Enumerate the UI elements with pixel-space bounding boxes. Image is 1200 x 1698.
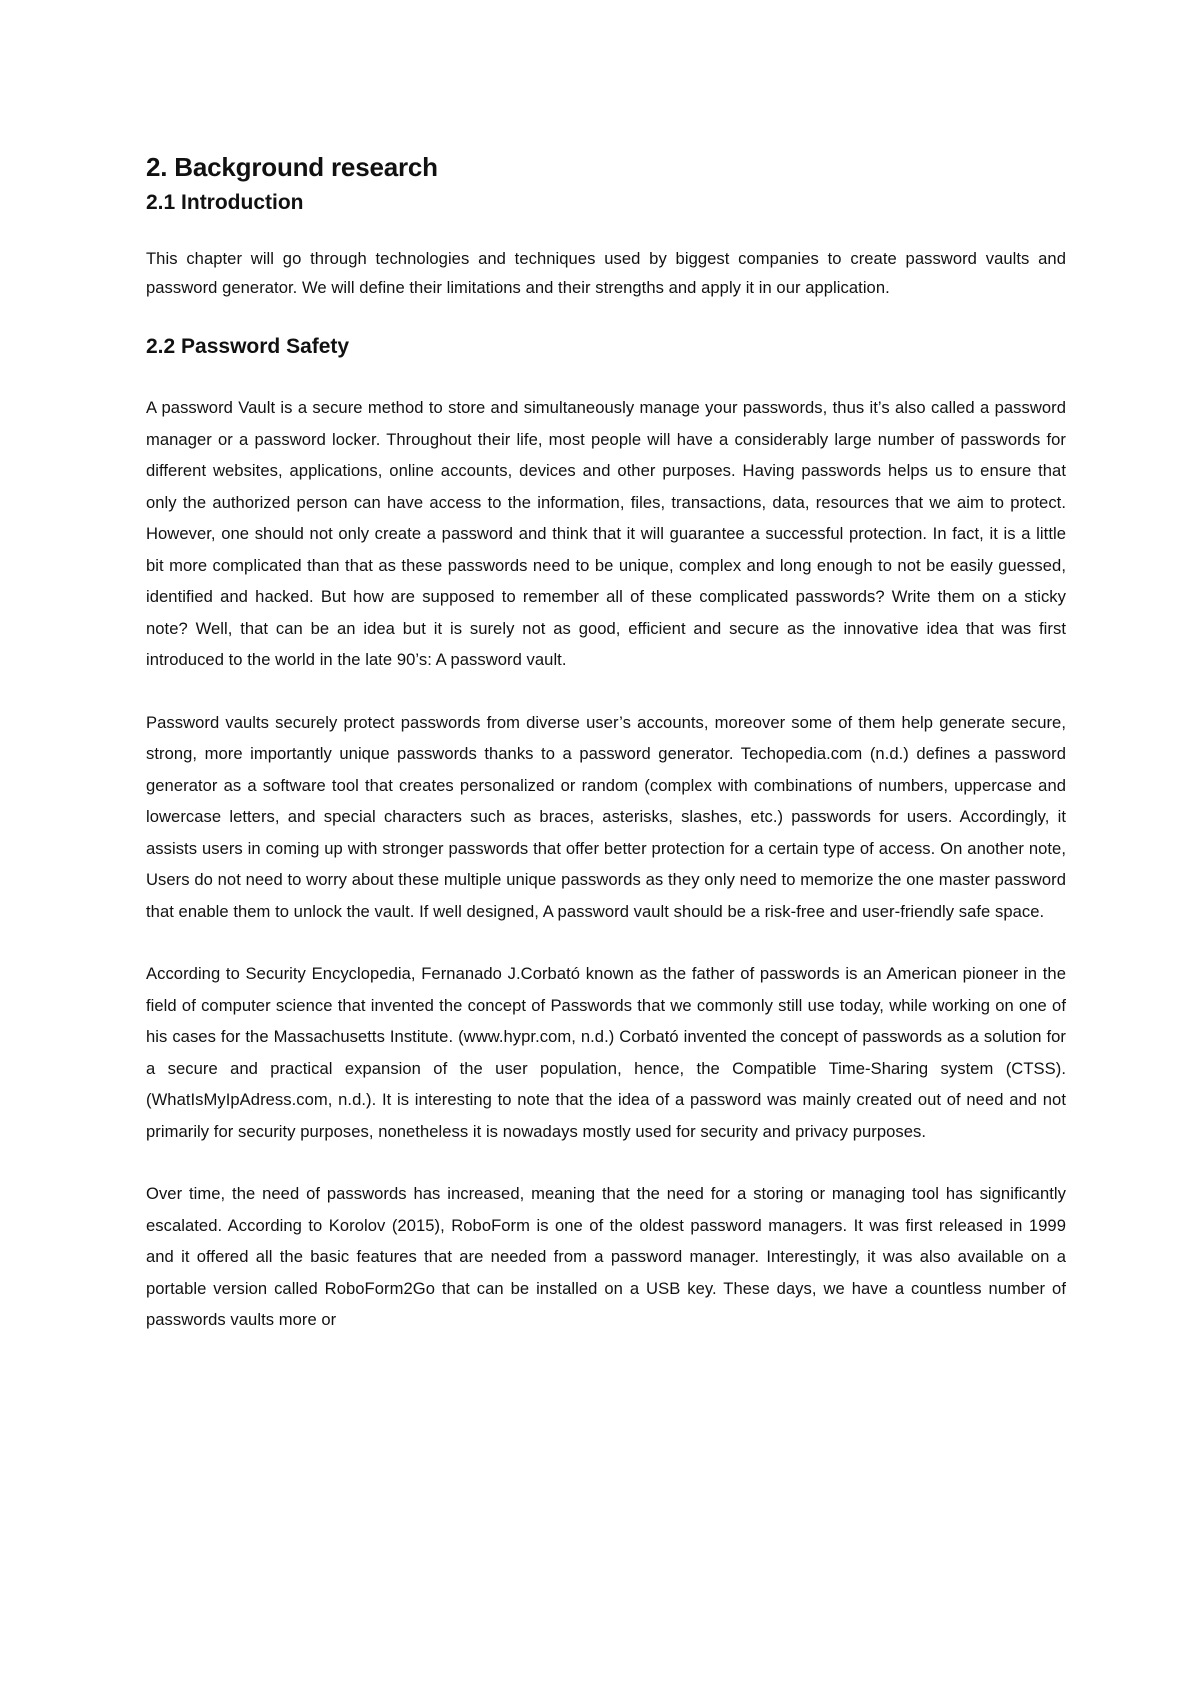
password-safety-paragraph-4: Over time, the need of passwords has increased, meaning that the need for a storing or managing tool has significantly escalated. According to Korolov (2015), RoboForm is one of the oldest password managers. It was first released in 1999 and it offered all the basic features that are needed from a password manager. Interestingly, it was also available on a portable version called RoboForm2Go that can be installed on a USB key. These days, we have a countless number of passwords vaults more or (146, 1184, 1066, 1329)
page-content (146, 150, 1066, 1336)
password-safety-paragraph-2: Password vaults securely protect passwords from diverse user’s accounts, moreover some of them help generate secure, strong, more importantly unique passwords thanks to a password generator. Techopedia.com (n.d.) defines a password generator as a software tool that creates personalized or random (complex with combinations of numbers, uppercase and lowercase letters, and special characters such as braces, asterisks, slashes, etc.) passwords for users. Accordingly, it assists users in coming up with stronger passwords that offer better protection for a certain type of access. On another note, Users do not need to worry about these multiple unique passwords as they only need to memorize the one master password that enable them to unlock the vault. If well designed, A password vault should be a risk-free and user-friendly safe space. (146, 712, 1066, 921)
section-heading-introduction: 2.1 Introduction (146, 191, 304, 214)
introduction-paragraph: This chapter will go through technologies and techniques used by biggest companies to create password vaults and password generator. We will define their limitations and their strengths and apply it in our application. (146, 249, 1066, 297)
section-heading-password-safety: 2.2 Password Safety (146, 335, 350, 358)
chapter-heading: 2. Background research (146, 152, 438, 182)
password-safety-paragraph-3: According to Security Encyclopedia, Fernanado J.Corbató known as the father of passwords is an American pioneer in the field of computer science that invented the concept of Passwords that we commonly still use today, while working on one of his cases for the Massachusetts Institute. (www.hypr.com, n.d.) Corbató invented the concept of passwords as a solution for a secure and practical expansion of the user population, hence, the Compatible Time-Sharing system (CTSS). (WhatIsMyIpAdress.com, n.d.). It is interesting to note that the idea of a password was mainly created out of need and not primarily for security purposes, nonetheless it is nowadays mostly used for security and privacy purposes. (146, 964, 1066, 1141)
password-safety-paragraph-1: A password Vault is a secure method to store and simultaneously manage your passwords, thus it’s also called a password manager or a password locker. Throughout their life, most people will have a considerably large number of passwords for different websites, applications, online accounts, devices and other purposes. Having passwords helps us to ensure that only the authorized person can have access to the information, files, transactions, data, resources that we aim to protect. However, one should not only create a password and think that it will guarantee a successful protection. In fact, it is a little bit more complicated than that as these passwords need to be unique, complex and long enough to not be easily guessed, identified and hacked. But how are supposed to remember all of these complicated passwords? Write them on a sticky note? Well, that can be an idea but it is surely not as good, efficient and secure as the innovative idea that was first introduced to the world in the late 90’s: A password vault. (146, 398, 1066, 669)
